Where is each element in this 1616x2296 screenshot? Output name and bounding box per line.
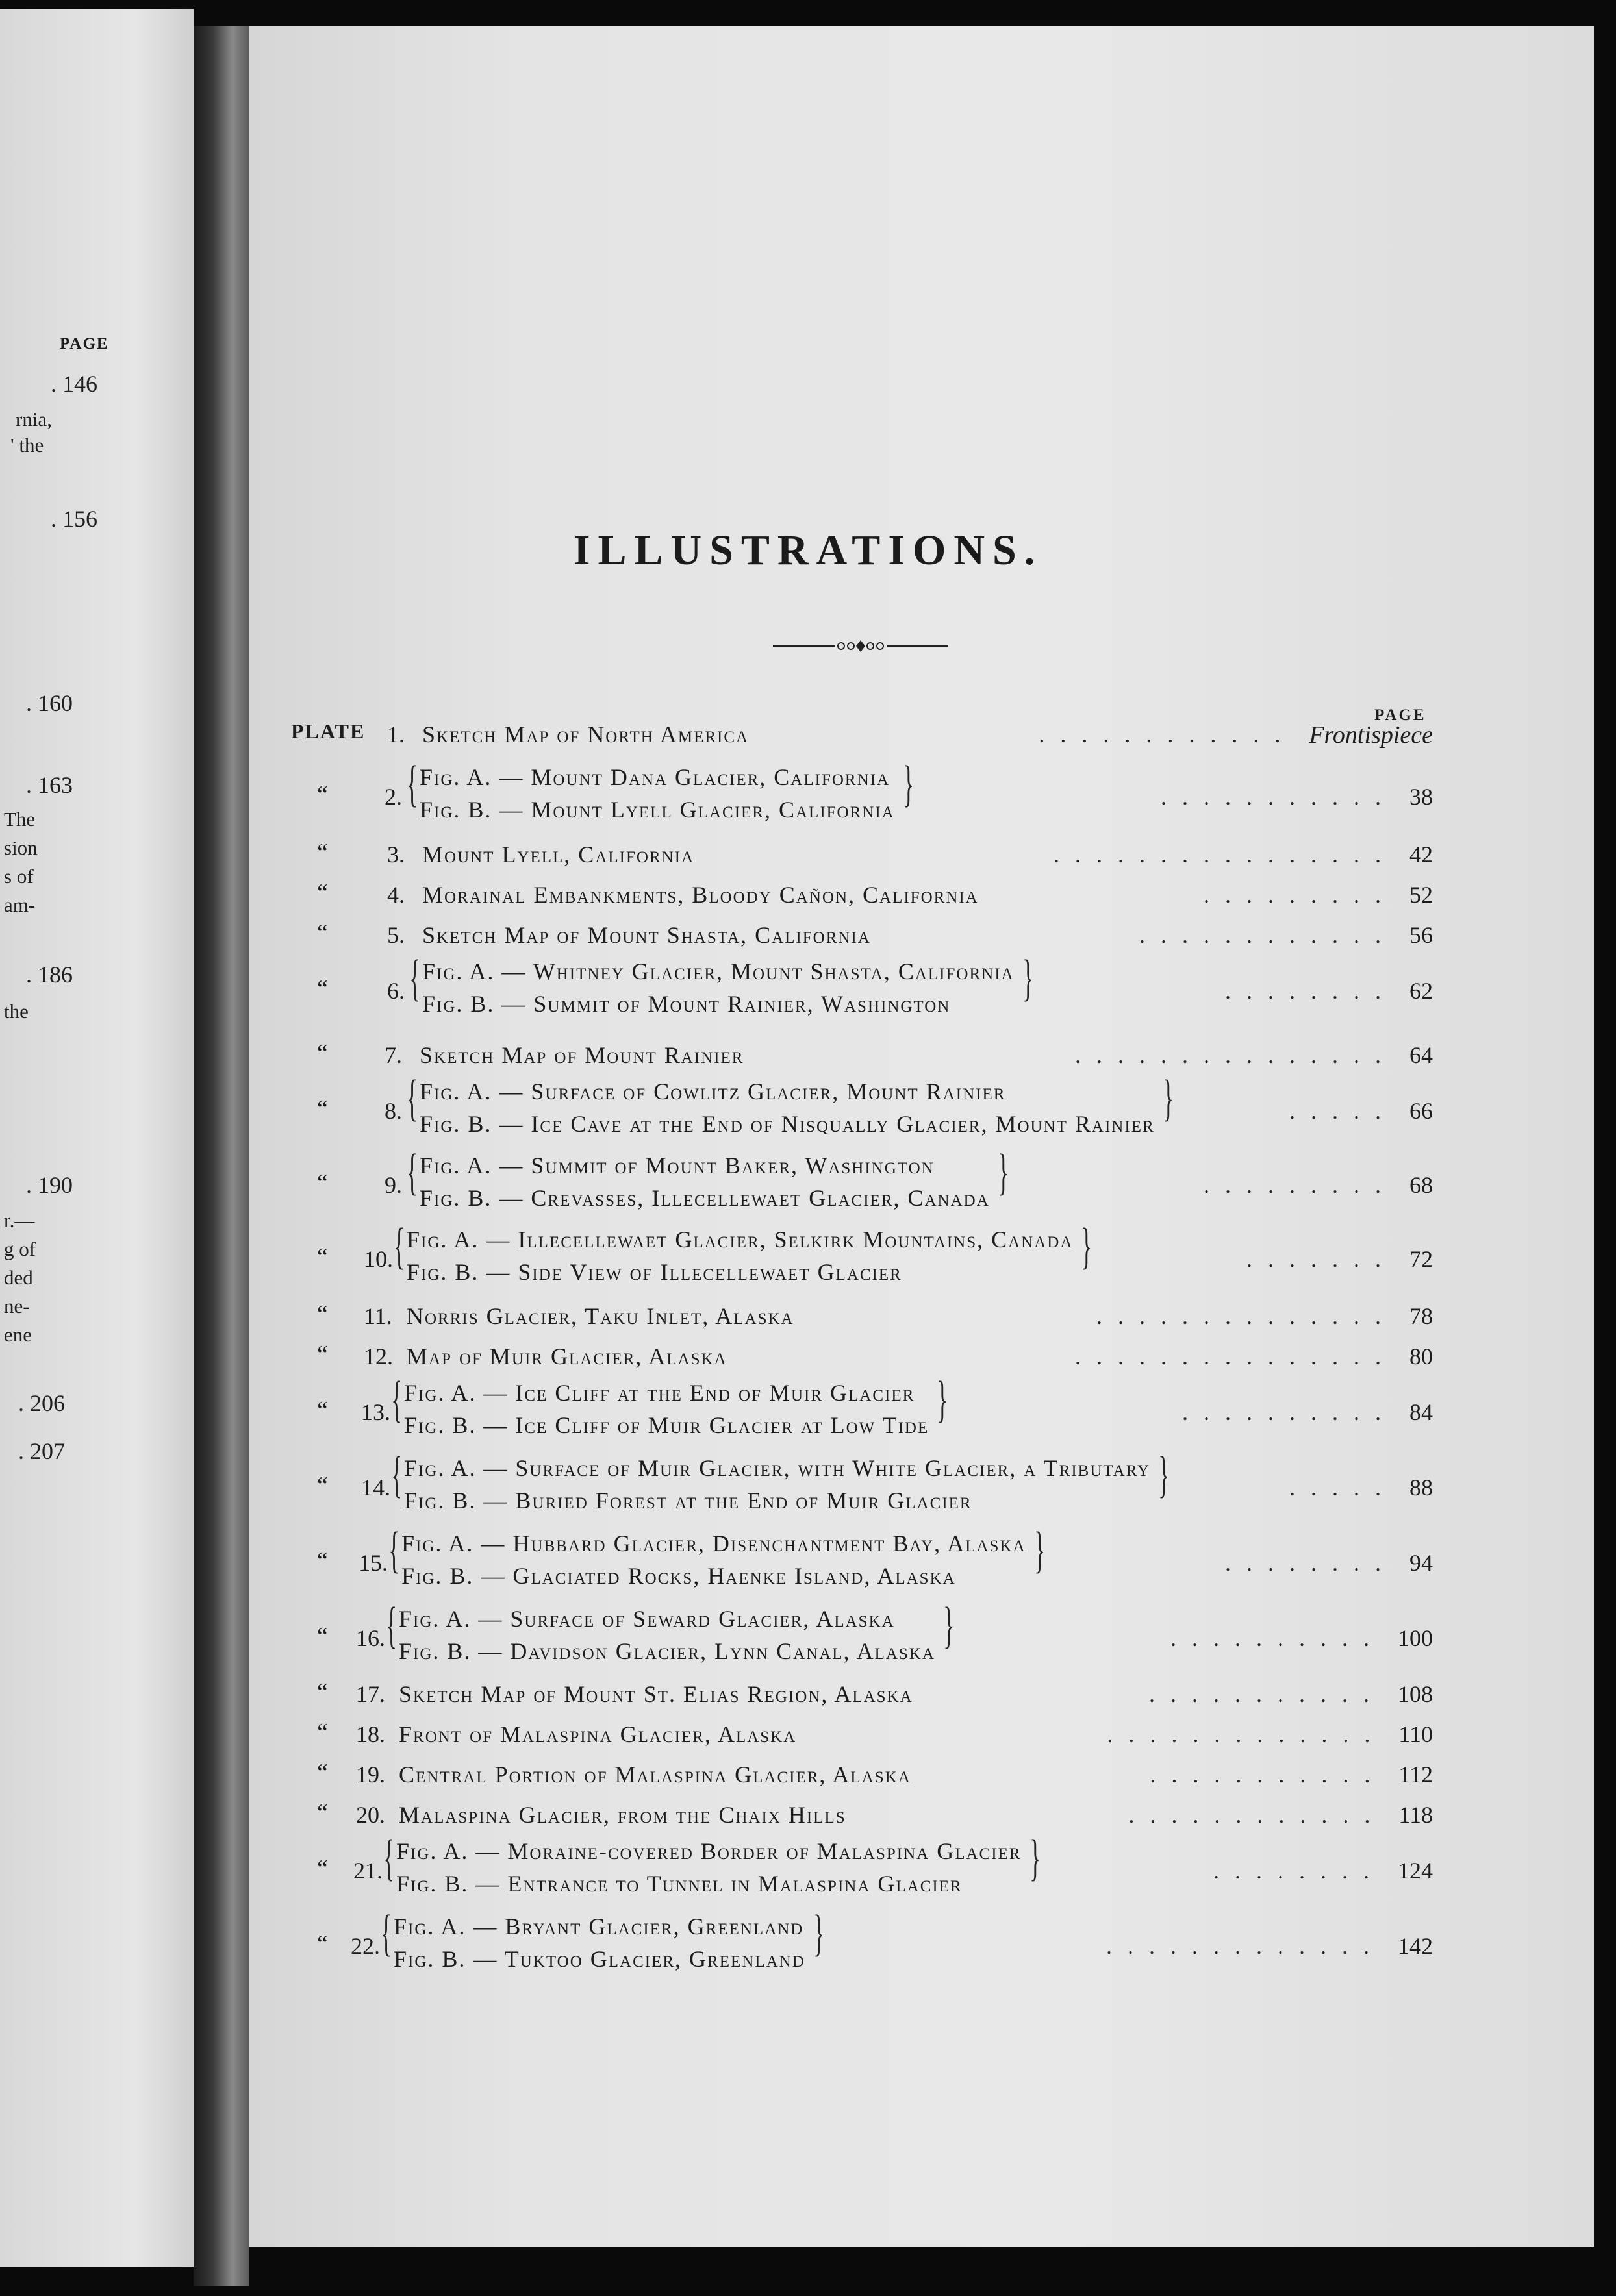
plate-number: 13. bbox=[361, 1399, 390, 1425]
left-page-fragment: . 207 bbox=[18, 1438, 65, 1464]
page-reference: 66 bbox=[1409, 1098, 1433, 1124]
figure-b-caption: Fig. B. — Summit of Mount Rainier, Washington bbox=[422, 991, 951, 1017]
left-page-fragment: ded bbox=[4, 1266, 33, 1289]
page-reference: 124 bbox=[1398, 1858, 1433, 1884]
leader-dots: ........ bbox=[1225, 978, 1396, 1004]
page-reference: 52 bbox=[1409, 882, 1433, 908]
left-brace: { bbox=[407, 755, 418, 812]
page-reference: Frontispiece bbox=[1309, 721, 1433, 749]
ditto-mark: “ bbox=[317, 1040, 328, 1067]
page-reference: 80 bbox=[1409, 1343, 1433, 1369]
plate-number: 3. bbox=[387, 842, 405, 867]
figure-b-caption: Fig. B. — Side View of Illecellewaet Glacier bbox=[407, 1259, 902, 1285]
leader-dots: ........... bbox=[1149, 1681, 1385, 1707]
left-brace: { bbox=[391, 1446, 403, 1503]
left-page-fragment: rnia, bbox=[16, 408, 52, 430]
figure-a-caption: Fig. A. — Bryant Glacier, Greenland bbox=[394, 1914, 804, 1940]
left-page-fragment: the bbox=[4, 1000, 29, 1023]
plate-number: 9. bbox=[385, 1172, 402, 1198]
figure-b-caption: Fig. B. — Entrance to Tunnel in Malaspina Glacier bbox=[396, 1871, 963, 1897]
left-page-header: PAGE bbox=[60, 335, 109, 353]
leader-dots: .............. bbox=[1096, 1303, 1396, 1329]
plate-number: 7. bbox=[385, 1042, 402, 1068]
ditto-mark: “ bbox=[317, 1301, 328, 1328]
leader-dots: ........... bbox=[1150, 1762, 1386, 1788]
left-page-fragment: . 163 bbox=[26, 772, 73, 798]
left-page-fragment: ene bbox=[4, 1323, 32, 1346]
figure-b-caption: Fig. B. — Ice Cliff of Muir Glacier at Low Tide bbox=[404, 1412, 929, 1438]
figure-a-caption: Fig. A. — Surface of Muir Glacier, with White Glacier, a Tributary bbox=[404, 1455, 1151, 1481]
ditto-mark: “ bbox=[317, 1243, 328, 1271]
left-page-fragment: ' the bbox=[10, 434, 44, 456]
plate-caption: Sketch Map of Mount Rainier bbox=[420, 1042, 744, 1068]
ditto-mark: “ bbox=[317, 1169, 328, 1197]
leader-dots: ............ bbox=[1039, 721, 1296, 747]
plate-caption: Mount Lyell, California bbox=[422, 842, 695, 867]
right-brace: } bbox=[1033, 1521, 1045, 1578]
plate-caption: Front of Malaspina Glacier, Alaska bbox=[399, 1721, 797, 1747]
page-reference: 56 bbox=[1409, 922, 1433, 948]
figure-b-caption: Fig. B. — Glaciated Rocks, Haenke Island, Alaska bbox=[401, 1563, 956, 1589]
page-title: ILLUSTRATIONS. bbox=[573, 527, 1043, 574]
right-brace: } bbox=[937, 1371, 948, 1427]
page-reference: 94 bbox=[1409, 1550, 1433, 1576]
leader-dots: ......... bbox=[1204, 1172, 1396, 1198]
figure-b-caption: Fig. B. — Crevasses, Illecellewaet Glacier, Canada bbox=[420, 1185, 990, 1211]
page-reference: 88 bbox=[1409, 1475, 1433, 1501]
left-brace: { bbox=[388, 1521, 400, 1578]
leader-dots: ........ bbox=[1213, 1858, 1385, 1884]
figure-b-caption: Fig. B. — Ice Cave at the End of Nisqually Glacier, Mount Rainier bbox=[420, 1111, 1155, 1137]
page-reference: 84 bbox=[1409, 1399, 1433, 1425]
right-brace: } bbox=[1022, 949, 1033, 1006]
plate-number: 2. bbox=[385, 784, 402, 810]
page-reference: 110 bbox=[1398, 1721, 1433, 1747]
plate-caption: Morainal Embankments, Bloody Cañon, California bbox=[422, 882, 979, 908]
leader-dots: ............ bbox=[1128, 1802, 1386, 1828]
figure-a-caption: Fig. A. — Surface of Seward Glacier, Alaska bbox=[399, 1606, 895, 1632]
plate-caption: Norris Glacier, Taku Inlet, Alaska bbox=[407, 1303, 794, 1329]
plate-number: 17. bbox=[356, 1681, 385, 1707]
page-reference: 64 bbox=[1409, 1042, 1433, 1068]
plate-caption: Central Portion of Malaspina Glacier, Alaska bbox=[399, 1762, 911, 1788]
left-page-fragment: g of bbox=[4, 1238, 36, 1260]
ditto-mark: “ bbox=[317, 781, 328, 808]
right-brace: } bbox=[943, 1597, 955, 1653]
ditto-mark: “ bbox=[317, 1397, 328, 1424]
left-page-fragment: ne- bbox=[4, 1295, 30, 1317]
leader-dots: ..... bbox=[1289, 1098, 1396, 1124]
figure-a-caption: Fig. A. — Hubbard Glacier, Disenchantment Bay, Alaska bbox=[401, 1530, 1026, 1556]
page-reference: 68 bbox=[1409, 1172, 1433, 1198]
leader-dots: ....... bbox=[1246, 1246, 1396, 1272]
ditto-mark: “ bbox=[317, 1472, 328, 1499]
left-page-fragment: s of bbox=[4, 865, 34, 888]
right-brace: } bbox=[998, 1143, 1009, 1200]
ditto-mark: “ bbox=[317, 1678, 328, 1706]
leader-dots: ............. bbox=[1107, 1721, 1386, 1747]
plate-number: 1. bbox=[387, 721, 405, 747]
left-brace: { bbox=[409, 949, 421, 1006]
figure-b-caption: Fig. B. — Tuktoo Glacier, Greenland bbox=[394, 1946, 805, 1972]
ditto-mark: “ bbox=[317, 1095, 328, 1123]
book-gutter bbox=[194, 26, 249, 2286]
right-brace: } bbox=[1162, 1069, 1174, 1126]
left-page-fragment: . 190 bbox=[26, 1172, 73, 1198]
plate-number: 19. bbox=[356, 1762, 385, 1788]
figure-a-caption: Fig. A. — Ice Cliff at the End of Muir Glacier bbox=[404, 1380, 915, 1406]
page-reference: 142 bbox=[1398, 1933, 1433, 1959]
figure-b-caption: Fig. B. — Davidson Glacier, Lynn Canal, Alaska bbox=[399, 1638, 935, 1664]
leader-dots: ......... bbox=[1204, 882, 1396, 908]
plate-caption: Map of Muir Glacier, Alaska bbox=[407, 1343, 727, 1369]
page-reference: 108 bbox=[1398, 1681, 1433, 1707]
plate-number: 12. bbox=[364, 1343, 393, 1369]
plate-number: 4. bbox=[387, 882, 405, 908]
figure-a-caption: Fig. A. — Whitney Glacier, Mount Shasta, California bbox=[422, 958, 1015, 984]
plate-label: PLATE bbox=[291, 719, 366, 743]
plate-number: 18. bbox=[356, 1721, 385, 1747]
left-page-fragment: . 160 bbox=[26, 690, 73, 716]
left-page-fragment: sion bbox=[4, 836, 38, 859]
leader-dots: ..... bbox=[1289, 1475, 1396, 1501]
ditto-mark: “ bbox=[317, 1759, 328, 1786]
left-page-fragment: The bbox=[4, 808, 36, 830]
left-brace: { bbox=[386, 1597, 398, 1653]
figure-b-caption: Fig. B. — Mount Lyell Glacier, California bbox=[420, 797, 895, 823]
figure-a-caption: Fig. A. — Surface of Cowlitz Glacier, Mount Rainier bbox=[420, 1079, 1006, 1104]
ditto-mark: “ bbox=[317, 1930, 328, 1958]
figure-a-caption: Fig. A. — Summit of Mount Baker, Washington bbox=[420, 1153, 935, 1179]
right-brace: } bbox=[1158, 1446, 1170, 1503]
left-brace: { bbox=[383, 1829, 395, 1886]
figure-b-caption: Fig. B. — Buried Forest at the End of Muir Glacier bbox=[404, 1488, 972, 1514]
ditto-mark: “ bbox=[317, 1799, 328, 1827]
plate-number: 16. bbox=[356, 1625, 385, 1651]
ditto-mark: “ bbox=[317, 1341, 328, 1368]
page-reference: 118 bbox=[1398, 1802, 1433, 1828]
left-page-fragment: . 206 bbox=[18, 1390, 65, 1416]
left-page-fragment: am- bbox=[4, 893, 36, 916]
ditto-mark: “ bbox=[317, 919, 328, 947]
plate-caption: Malaspina Glacier, from the Chaix Hills bbox=[399, 1802, 846, 1828]
plate-number: 21. bbox=[353, 1858, 383, 1884]
plate-number: 11. bbox=[364, 1303, 392, 1329]
ditto-mark: “ bbox=[317, 879, 328, 906]
ditto-mark: “ bbox=[317, 1623, 328, 1650]
right-brace: } bbox=[1029, 1829, 1041, 1886]
page-reference: 42 bbox=[1409, 842, 1433, 867]
page-reference: 62 bbox=[1409, 978, 1433, 1004]
leader-dots: ........ bbox=[1225, 1550, 1396, 1576]
figure-a-caption: Fig. A. — Mount Dana Glacier, California bbox=[420, 764, 890, 790]
right-brace: } bbox=[1081, 1217, 1092, 1274]
right-brace: } bbox=[813, 1904, 824, 1961]
plate-number: 20. bbox=[356, 1802, 385, 1828]
left-page-fragment: . 156 bbox=[51, 506, 97, 532]
left-page-fragment: r.— bbox=[4, 1209, 35, 1232]
figure-a-caption: Fig. A. — Illecellewaet Glacier, Selkirk Mountains, Canada bbox=[407, 1227, 1074, 1253]
ditto-mark: “ bbox=[317, 839, 328, 866]
left-brace: { bbox=[407, 1143, 418, 1200]
left-brace: { bbox=[391, 1371, 403, 1427]
page-reference: 72 bbox=[1409, 1246, 1433, 1272]
right-brace: } bbox=[903, 755, 914, 812]
plate-number: 22. bbox=[351, 1933, 380, 1959]
plate-number: 14. bbox=[361, 1475, 390, 1501]
left-brace: { bbox=[394, 1217, 405, 1274]
ditto-mark: “ bbox=[317, 1855, 328, 1882]
leader-dots: ............... bbox=[1075, 1042, 1396, 1068]
page-reference: 78 bbox=[1409, 1303, 1433, 1329]
ornament-divider bbox=[773, 636, 948, 656]
ditto-mark: “ bbox=[317, 1547, 328, 1575]
ditto-mark: “ bbox=[317, 1719, 328, 1746]
leader-dots: ............... bbox=[1075, 1343, 1396, 1369]
leader-dots: .......... bbox=[1170, 1625, 1385, 1651]
plate-caption: Sketch Map of Mount St. Elias Region, Alaska bbox=[399, 1681, 913, 1707]
ditto-mark: “ bbox=[317, 975, 328, 1003]
page-column-header: PAGE bbox=[1374, 706, 1426, 724]
leader-dots: .......... bbox=[1182, 1399, 1396, 1425]
leader-dots: ........... bbox=[1161, 784, 1396, 810]
figure-a-caption: Fig. A. — Moraine-covered Border of Malaspina Glacier bbox=[396, 1838, 1022, 1864]
leader-dots: ............ bbox=[1139, 922, 1396, 948]
leader-dots: ................ bbox=[1054, 842, 1396, 867]
left-page-fragment: . 186 bbox=[26, 962, 73, 988]
leader-dots: ............. bbox=[1106, 1933, 1385, 1959]
left-brace: { bbox=[407, 1069, 418, 1126]
left-brace: { bbox=[381, 1904, 392, 1961]
plate-number: 15. bbox=[359, 1550, 388, 1576]
plate-number: 8. bbox=[385, 1098, 402, 1124]
plate-number: 10. bbox=[364, 1246, 393, 1272]
plate-number: 6. bbox=[387, 978, 405, 1004]
page-reference: 38 bbox=[1409, 784, 1433, 810]
plate-number: 5. bbox=[387, 922, 405, 948]
page-reference: 112 bbox=[1398, 1762, 1433, 1788]
left-page-fragment: . 146 bbox=[51, 371, 97, 397]
page-reference: 100 bbox=[1398, 1625, 1433, 1651]
plate-caption: Sketch Map of North America bbox=[422, 721, 750, 747]
plate-caption: Sketch Map of Mount Shasta, California bbox=[422, 922, 871, 948]
